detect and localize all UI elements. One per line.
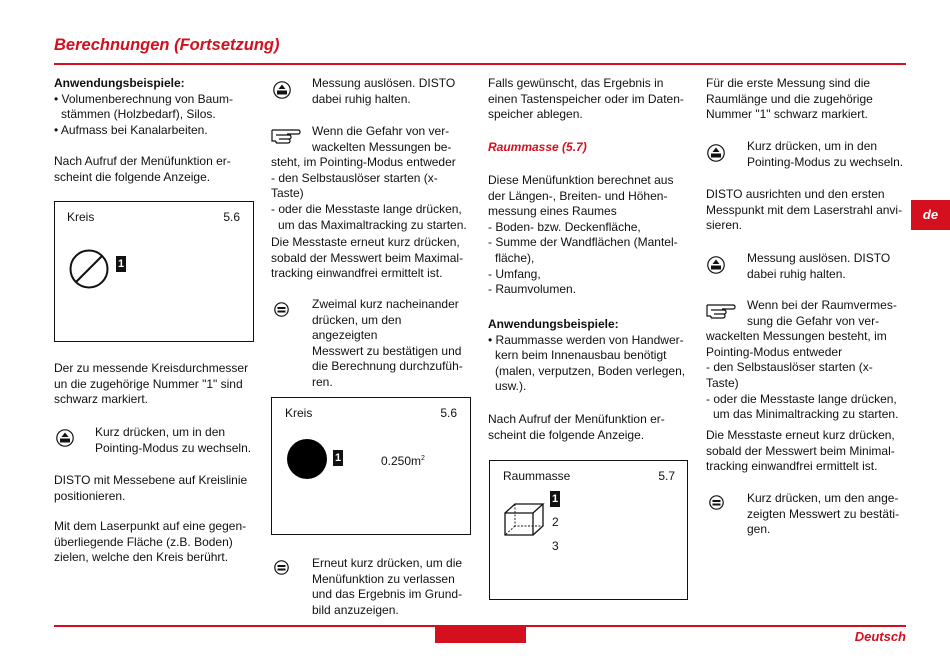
paragraph: Falls gewünscht, das Ergebnis in: [488, 76, 664, 90]
column-1: [54, 76, 252, 616]
note-text: Pointing-Modus entweder: [706, 344, 843, 359]
icon-caption: Erneut kurz drücken, um die: [312, 556, 463, 570]
paragraph: einen Tastenspeicher oder im Daten-: [488, 91, 684, 106]
list-item: • Raummasse werden von Handwer-: [488, 332, 684, 347]
paragraph: Nach Aufruf der Menüfunktion er-: [54, 154, 231, 168]
note-text: - oder die Messtaste lange drücken,: [271, 201, 462, 216]
paragraph: Nach Aufruf der Menüfunktion er-: [488, 412, 665, 426]
paragraph: Die Messtaste erneut kurz drücken,: [271, 235, 460, 249]
enter-button-icon: [709, 495, 724, 510]
column-3: [488, 76, 686, 606]
paragraph: messung eines Raumes: [488, 204, 617, 219]
section-heading: Anwendungsbeispiele:: [54, 76, 185, 90]
column-2: [271, 76, 469, 621]
filled-circle-icon: [286, 438, 328, 480]
icon-caption: dabei ruhig halten.: [312, 91, 411, 106]
icon-caption: bild anzuzeigen.: [312, 602, 399, 617]
lcd-display: [271, 397, 471, 535]
list-item: - Raumvolumen.: [488, 282, 577, 297]
icon-caption: Pointing-Modus zu wechseln.: [747, 154, 904, 169]
icon-caption: Messung auslösen. DISTO: [747, 251, 891, 265]
paragraph: tracking einwandfrei ermittelt ist.: [706, 459, 878, 474]
section-heading: Anwendungsbeispiele:: [488, 317, 619, 331]
display-badge: 1: [551, 493, 559, 505]
paragraph: Messpunkt mit dem Laserstrahl anvi-: [706, 202, 903, 217]
column-4: [706, 76, 904, 546]
disto-button-icon: [56, 429, 74, 447]
list-item-cont: usw.).: [495, 379, 527, 394]
paragraph: der Längen-, Breiten- und Höhen-: [488, 188, 668, 203]
icon-caption: Messung auslösen. DISTO: [312, 76, 456, 90]
icon-caption: dabei ruhig halten.: [747, 266, 846, 281]
diameter-circle-icon: [68, 248, 110, 290]
list-item-cont: fläche),: [495, 250, 535, 265]
list-item: - Umfang,: [488, 266, 541, 281]
icon-caption: Menüfunktion zu verlassen: [312, 571, 455, 586]
list-item: • Volumenberechnung von Baum-: [54, 91, 233, 106]
paragraph: scheint die folgende Anzeige.: [488, 427, 645, 442]
icon-caption: die Berechnung durchzufüh-: [312, 359, 463, 374]
paragraph: DISTO ausrichten und den ersten: [706, 187, 885, 201]
display-badge: 1: [334, 452, 342, 464]
icon-caption: gen.: [747, 522, 771, 537]
icon-caption: drücken, um den angezeigten: [312, 312, 402, 343]
icon-caption: Messwert zu bestätigen und: [312, 343, 462, 358]
note-text: - den Selbstauslöser starten (x-Taste): [271, 170, 438, 201]
note-text: um das Maximaltracking zu starten.: [278, 217, 467, 232]
icon-caption: Kurz drücken, um in den: [95, 425, 226, 439]
display-label: Kreis: [285, 406, 313, 420]
list-item-cont: (malen, verputzen, Boden verlegen,: [495, 363, 686, 378]
room-box-icon: [503, 501, 545, 537]
icon-caption: Pointing-Modus zu wechseln.: [95, 440, 252, 455]
disto-button-icon: [707, 256, 725, 274]
display-value: $0.250m^2$: [381, 454, 425, 468]
paragraph: un die zugehörige Nummer "1" sind: [54, 376, 243, 391]
note-text: wackelten Messungen besteht, im: [706, 329, 887, 344]
list-item: - Boden- bzw. Deckenfläche,: [488, 219, 641, 234]
paragraph: sobald der Messwert beim Minimal-: [706, 443, 895, 458]
display-number: 5.6: [440, 406, 457, 420]
paragraph: Der zu messende Kreisdurchmesser: [54, 361, 249, 375]
icon-caption: Kurz drücken, um in den: [747, 139, 878, 153]
lcd-display: [54, 201, 254, 342]
disto-button-icon: [273, 81, 291, 99]
paragraph: Für die erste Messung sind die: [706, 76, 871, 90]
paragraph: Raumlänge und die zugehörige: [706, 91, 873, 106]
footer-bar: [435, 626, 526, 643]
note-text: um das Minimaltracking zu starten.: [713, 407, 899, 422]
enter-button-icon: [274, 302, 289, 317]
list-item: • Aufmass bei Kanalarbeiten.: [54, 122, 208, 137]
display-number: 5.7: [658, 469, 675, 483]
display-index: 2: [552, 515, 559, 529]
lcd-display: [489, 460, 688, 600]
note-text: Wenn bei der Raumvermes-: [747, 298, 897, 312]
language-tab[interactable]: de: [911, 200, 950, 230]
paragraph: überliegende Fläche (z.B. Boden): [54, 534, 233, 549]
note-text: sung die Gefahr von ver-: [747, 313, 880, 328]
paragraph: sobald der Messwert beim Maximal-: [271, 250, 464, 265]
paragraph: sieren.: [706, 218, 743, 233]
note-text: - oder die Messtaste lange drücken,: [706, 391, 897, 406]
paragraph: Mit dem Laserpunkt auf eine gegen-: [54, 519, 247, 533]
disto-button-icon: [707, 144, 725, 162]
note-text: - den Selbstauslöser starten (x-Taste): [706, 360, 873, 390]
note-text: steht, im Pointing-Modus entweder: [271, 155, 456, 170]
list-item-cont: stämmen (Holzbedarf), Silos.: [61, 107, 216, 122]
page-title: Berechnungen (Fortsetzung): [54, 36, 280, 54]
paragraph: tracking einwandfrei ermittelt ist.: [271, 266, 443, 281]
paragraph: schwarz markiert.: [54, 392, 149, 407]
note-text: wackelten Messungen be-: [312, 139, 452, 154]
display-label: Raummasse: [503, 469, 571, 483]
display-badge: 1: [117, 258, 125, 270]
section-subheading: Raummasse (5.7): [488, 140, 587, 154]
paragraph: Diese Menüfunktion berechnet aus: [488, 173, 674, 187]
paragraph: scheint die folgende Anzeige.: [54, 169, 211, 184]
icon-caption: Kurz drücken, um den ange-: [747, 491, 899, 505]
icon-caption: Zweimal kurz nacheinander: [312, 297, 459, 311]
paragraph: DISTO mit Messebene auf Kreislinie: [54, 473, 248, 487]
note-text: Wenn die Gefahr von ver-: [312, 124, 450, 138]
list-item-cont: kern beim Innenausbau benötigt: [495, 348, 667, 363]
display-number: 5.6: [223, 210, 240, 224]
paragraph: Nummer "1" schwarz markiert.: [706, 107, 868, 122]
display-index: 3: [552, 539, 559, 553]
enter-button-icon: [274, 560, 289, 575]
footer-language: Deutsch: [854, 629, 906, 644]
icon-caption: zeigten Messwert zu bestäti-: [747, 506, 900, 521]
display-label: Kreis: [67, 210, 95, 224]
paragraph: Die Messtaste erneut kurz drücken,: [706, 428, 895, 442]
header-rule: [54, 63, 906, 65]
paragraph: zielen, welche den Kreis berührt.: [54, 550, 229, 565]
icon-caption: ren.: [312, 374, 333, 389]
paragraph: positionieren.: [54, 488, 126, 503]
paragraph: speicher ablegen.: [488, 107, 583, 122]
list-item: - Summe der Wandflächen (Mantel-: [488, 235, 678, 250]
icon-caption: und das Ergebnis im Grund-: [312, 587, 463, 602]
